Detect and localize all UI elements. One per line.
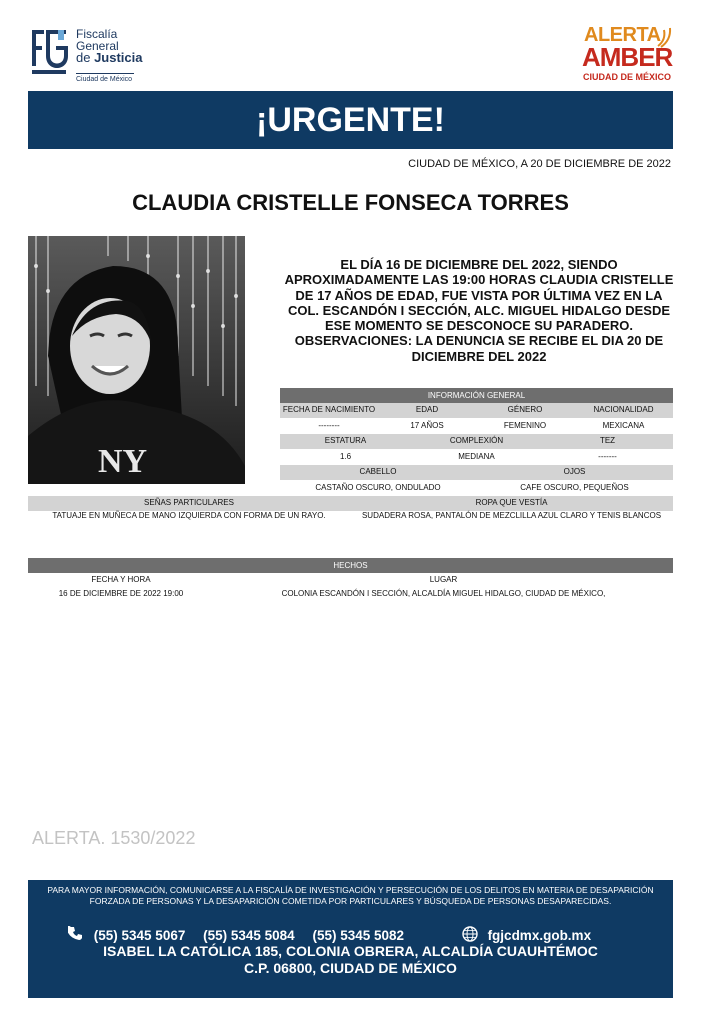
header-build: COMPLEXIÓN <box>449 436 504 445</box>
info-title: INFORMACIÓN GENERAL <box>427 391 526 400</box>
phone-1[interactable]: (55) 5345 5067 <box>93 928 186 943</box>
amber-logo-line3: CIUDAD DE MÉXICO <box>583 72 672 82</box>
fgj-logo-line3 <box>76 52 143 64</box>
value-build: MEDIANA <box>458 452 495 461</box>
hechos-title: HECHOS <box>333 561 368 570</box>
footer-contacts <box>68 926 658 943</box>
header-gender: GÉNERO <box>507 405 543 414</box>
header-marks: SEÑAS PARTICULARES <box>144 498 234 507</box>
fgj-logo-line2: General <box>76 39 119 53</box>
info-row1-header-bar <box>280 403 673 418</box>
info-row2-values <box>280 450 673 465</box>
header-age: EDAD <box>415 405 439 414</box>
fgj-logo <box>28 26 148 88</box>
phone-3[interactable]: (55) 5345 5082 <box>312 928 405 943</box>
svg-text:NY: NY <box>98 443 148 480</box>
header-height: ESTATURA <box>324 436 367 445</box>
amber-alert-logo <box>580 22 676 86</box>
urgent-banner: ¡URGENTE! <box>28 91 673 149</box>
header-hair: CABELLO <box>359 467 397 476</box>
person-name: CLAUDIA CRISTELLE FONSECA TORRES <box>132 190 569 215</box>
address-line2: C.P. 06800, CIUDAD DE MÉXICO <box>244 960 457 976</box>
phone-2[interactable]: (55) 5345 5084 <box>203 928 295 943</box>
value-clothing: SUDADERA ROSA, PANTALÓN DE MEZCLILLA AZUL CLARO Y TENIS BLANCOS <box>361 511 662 520</box>
portrait-image <box>28 236 245 484</box>
alert-number: ALERTA. 1530/2022 <box>32 828 196 848</box>
value-hair: CASTAÑO OSCURO, ONDULADO <box>315 483 441 492</box>
globe-icon <box>462 926 478 942</box>
person-photo <box>28 236 245 484</box>
value-height: 1.6 <box>339 452 352 461</box>
hechos-title-bar <box>28 558 673 573</box>
header-nationality: NACIONALIDAD <box>593 405 654 414</box>
value-eyes: CAFE OSCURO, PEQUEÑOS <box>520 483 629 492</box>
value-date-time: 16 DE DICIEMBRE DE 2022 19:00 <box>58 589 184 598</box>
header-clothing: ROPA QUE VESTÍA <box>475 498 548 507</box>
header-eyes: OJOS <box>563 467 586 476</box>
fgj-logo-line3-bold: Justicia <box>94 50 143 65</box>
value-complexion: ------- <box>598 452 617 461</box>
info-row3-values <box>280 481 673 496</box>
header-place: LUGAR <box>429 575 458 584</box>
value-nationality: MEXICANA <box>602 421 645 430</box>
value-marks: TATUAJE EN MUÑECA DE MANO IZQUIERDA CON FORMA DE UN RAYO. <box>52 511 326 520</box>
footer-note: PARA MAYOR INFORMACIÓN, COMUNICARSE A LA FISCALÍA DE INVESTIGACIÓN Y PERSECUCIÓN DE LOS DELITOS EN MATERIA DE DESAPARICIÓN FORZADA DE PERSONAS Y LA DESAPARICIÓN COMETIDA POR PARTICULARES Y BÚSQUEDA DE PERSONAS DESAPARECIDAS. <box>47 885 654 906</box>
fgj-emblem-icon <box>28 26 70 84</box>
amber-logo-line1: ALERTA <box>584 24 661 46</box>
fgj-logo-line1: Fiscalía <box>76 27 118 41</box>
hechos-header-row <box>28 573 673 587</box>
fgj-logo-text <box>76 28 143 64</box>
footer <box>28 880 673 998</box>
signal-rays-icon <box>656 26 674 48</box>
value-place: COLONIA ESCANDÓN I SECCIÓN, ALCALDÍA MIGUEL HIDALGO, CIUDAD DE MÉXICO, <box>281 589 606 598</box>
value-birth-date: -------- <box>318 421 340 430</box>
info-row1-values <box>280 419 673 434</box>
info-row2-header-bar <box>280 434 673 449</box>
footer-address <box>28 943 673 977</box>
value-age: 17 AÑOS <box>410 421 444 430</box>
address-line1: ISABEL LA CATÓLICA 185, COLONIA OBRERA, ALCALDÍA CUAUHTÉMOC <box>103 943 598 959</box>
fgj-logo-line3-prefix: de <box>76 50 95 65</box>
info-row3-header-bar <box>280 465 673 480</box>
date-line: CIUDAD DE MÉXICO, A 20 DE DICIEMBRE DE 2022 <box>408 158 671 170</box>
case-description: EL DÍA 16 DE DICIEMBRE DEL 2022, SIENDO APROXIMADAMENTE LAS 19:00 HORAS CLAUDIA CRISTELLE DE 17 AÑOS DE EDAD, FUE VISTA POR ÚLTIMA VEZ EN LA COL. ESCANDÓN I SECCIÓN, ALC. MIGUEL HIDALGO DESDE ESE MOMENTO SE DESCONOCE SU PARADERO. OBSERVACIONES: LA DENUNCIA SE RECIBE EL DIA 20 DE DICIEMBRE DEL 2022 <box>284 257 674 364</box>
fgj-logo-sub: Ciudad de México <box>76 73 134 83</box>
header-complexion: TEZ <box>599 436 616 445</box>
header-birth-date: FECHA DE NACIMIENTO <box>282 405 376 414</box>
value-gender: FEMENINO <box>503 421 547 430</box>
info-row4-values <box>28 509 673 524</box>
amber-logo-line2: AMBER <box>582 42 673 72</box>
website-link[interactable]: fgjcdmx.gob.mx <box>487 928 592 943</box>
info-title-bar <box>280 388 673 403</box>
phone-icon <box>68 926 84 942</box>
hechos-value-row <box>28 587 673 601</box>
header-date-time: FECHA Y HORA <box>91 575 151 584</box>
